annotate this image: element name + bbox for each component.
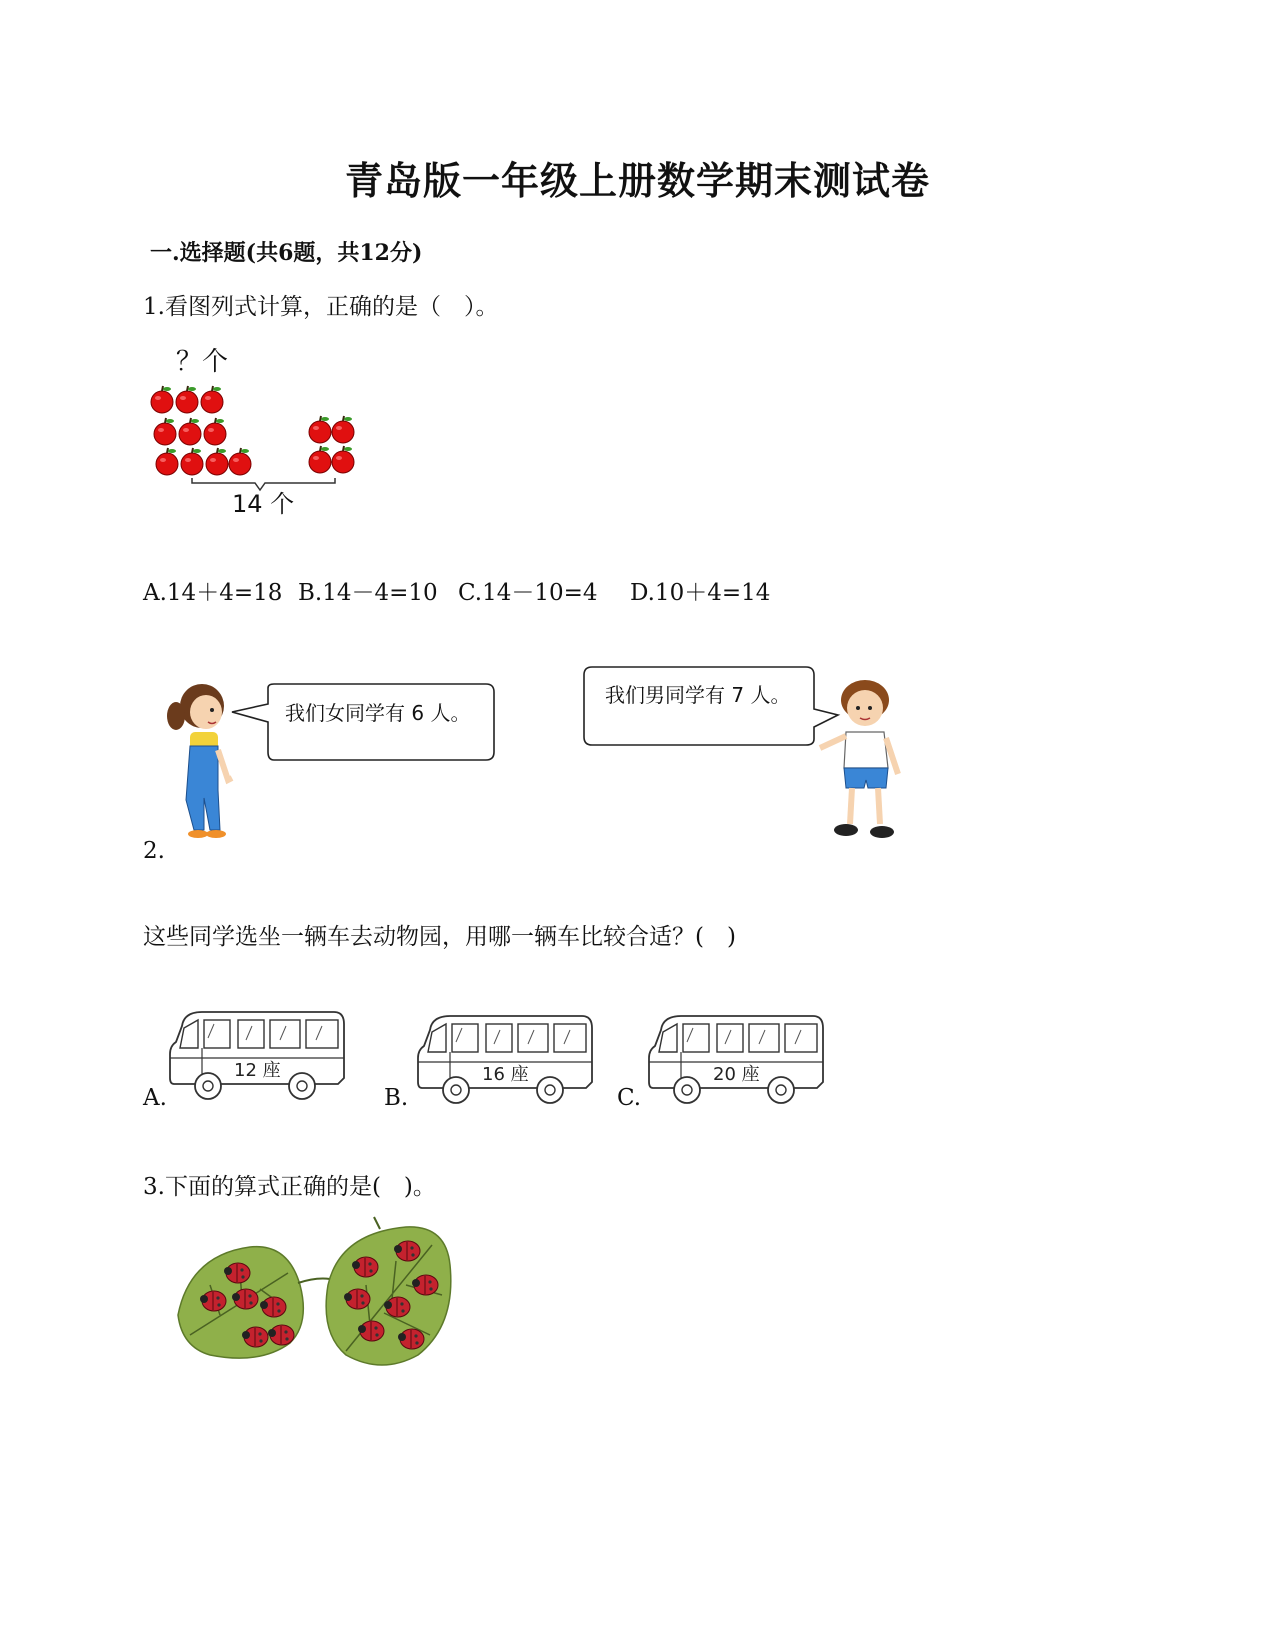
question-1-option-c[interactable]: C.14－10=4 (458, 580, 598, 606)
total-count-label: 14 个 (232, 490, 295, 518)
question-2-stem: 这些同学选坐一辆车去动物园，用哪一辆车比较合适？( ) (143, 924, 736, 950)
question-2-number: 2. (143, 838, 165, 864)
bus-12-seats-icon[interactable] (168, 1008, 350, 1104)
boy-speech-bubble (582, 665, 842, 751)
bus-a-seat-label: 12 座 (234, 1060, 281, 1081)
bus-c-seat-label: 20 座 (713, 1064, 760, 1085)
boy-speech-text: 我们男同学有 7 人。 (605, 683, 791, 707)
question-1-stem: 1.看图列式计算，正确的是（ ）。 (143, 294, 499, 320)
brace-icon (192, 478, 335, 490)
question-2-option-c-letter[interactable]: C. (617, 1085, 642, 1111)
question-2-option-a-letter[interactable]: A. (143, 1085, 167, 1111)
unknown-count-label: ？个 (176, 347, 229, 377)
girl-speech-text: 我们女同学有 6 人。 (285, 701, 471, 725)
bus-b-seat-label: 16 座 (482, 1064, 529, 1085)
bus-20-seats-icon[interactable] (647, 1012, 829, 1108)
apple-group-right (309, 416, 354, 473)
bus-16-seats-icon[interactable] (416, 1012, 598, 1108)
page-title: 青岛版一年级上册数学期末测试卷 (344, 158, 930, 203)
question-2-option-b-letter[interactable]: B. (384, 1085, 409, 1111)
apple-counting-figure (140, 340, 370, 525)
question-3-stem: 3.下面的算式正确的是( )。 (143, 1174, 436, 1200)
section-heading: 一.选择题(共6题，共12分) (150, 240, 423, 266)
apple-group-left (151, 386, 251, 475)
question-1-option-b[interactable]: B.14－4=10 (298, 580, 438, 606)
question-1-option-d[interactable]: D.10＋4=14 (630, 580, 771, 606)
question-1-option-a[interactable]: A.14＋4=18 (143, 580, 283, 606)
ladybugs-on-leaves-figure (170, 1215, 460, 1375)
boy-figure (810, 676, 910, 846)
